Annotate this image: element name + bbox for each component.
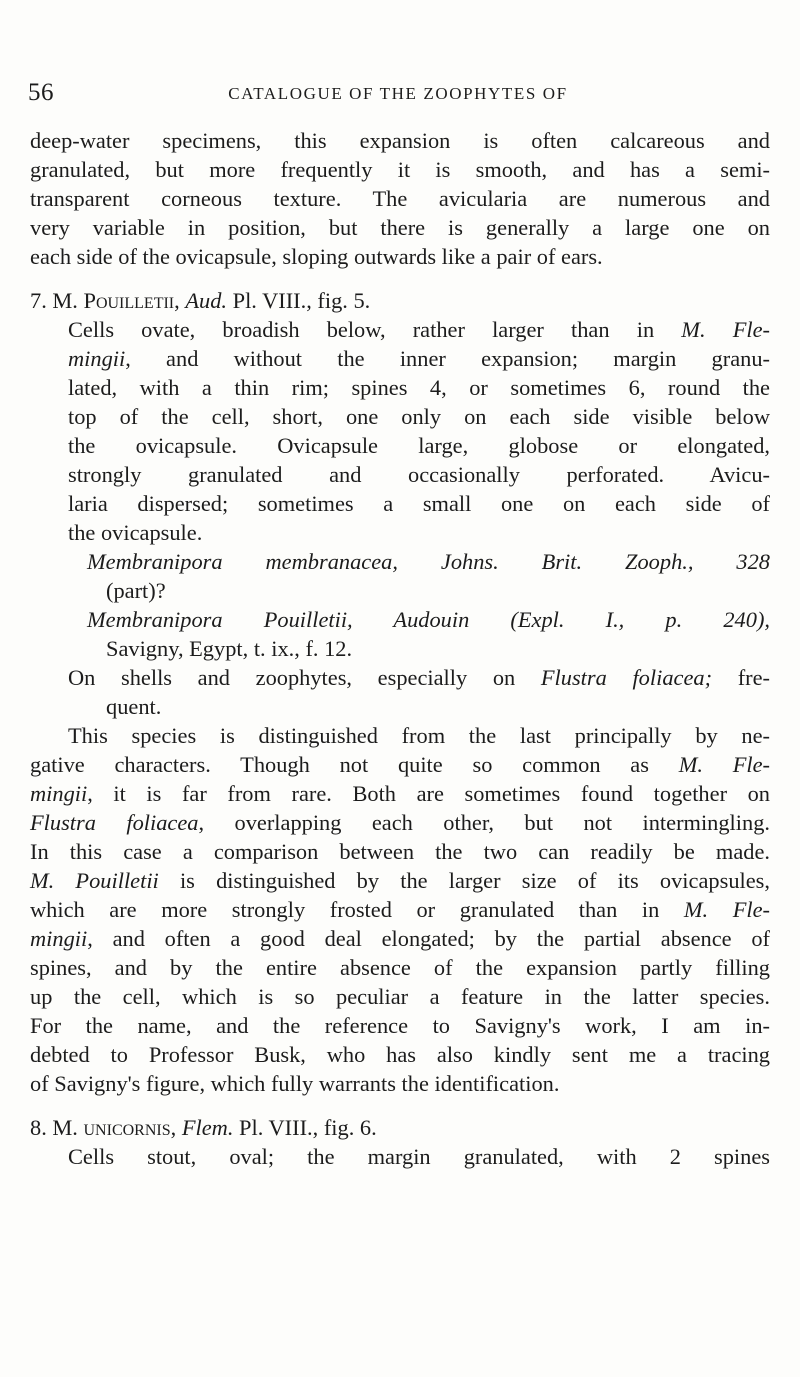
text-line: very variable in position, but there is generally a large one on	[30, 215, 770, 240]
text-line: lated, with a thin rim; spines 4, or sometimes 6, round the	[68, 375, 770, 400]
text-line: granulated, but more frequently it is smooth, and has a semi-	[30, 157, 770, 182]
text-line: For the name, and the reference to Savigny's work, I am in-	[30, 1013, 770, 1038]
synonym-line: Membranipora Pouilletii, Audouin (Expl. I., p. 240),	[87, 607, 770, 632]
synonym-line: Savigny, Egypt, t. ix., f. 12.	[106, 636, 353, 661]
page-number: 56	[28, 79, 54, 106]
text-line: In this case a comparison between the two can readily be made.	[30, 839, 770, 864]
text-line: M. Pouilletii is distinguished by the larger size of its ovicapsules,	[30, 868, 770, 893]
page-header	[28, 79, 768, 115]
text-line: mingii, it is far from rare. Both are sometimes found together on	[30, 781, 770, 806]
synonym-line: (part)?	[106, 578, 166, 603]
text-line: mingii, and often a good deal elongated; by the partial absence of	[30, 926, 770, 951]
text-line: This species is distinguished from the last principally by ne-	[68, 723, 770, 748]
text-line: debted to Professor Busk, who has also kindly sent me a tracing	[30, 1042, 770, 1067]
text-line: each side of the ovicapsule, sloping outwards like a pair of ears.	[30, 244, 603, 269]
text-line: Cells stout, oval; the margin granulated, with 2 spines	[68, 1144, 770, 1169]
text-line: strongly granulated and occasionally perforated. Avicu-	[68, 462, 770, 487]
text-line: Cells ovate, broadish below, rather larger than in M. Fle-	[68, 317, 770, 342]
text-line: laria dispersed; sometimes a small one on each side of	[68, 491, 770, 516]
text-line: top of the cell, short, one only on each side visible below	[68, 404, 770, 429]
species-heading: 8. M. unicornis, Flem. Pl. VIII., fig. 6.	[30, 1115, 377, 1140]
text-line: deep-water specimens, this expansion is often calcareous and	[30, 128, 770, 153]
text-line: of Savigny's figure, which fully warrants the identification.	[30, 1071, 560, 1096]
text-line: which are more strongly frosted or granulated than in M. Fle-	[30, 897, 771, 922]
text-line: the ovicapsule. Ovicapsule large, globose or elongated,	[68, 433, 770, 458]
habitat-line: On shells and zoophytes, especially on Flustra foliacea; fre-	[68, 665, 771, 690]
text-line: gative characters. Though not quite so common as M. Fle-	[30, 752, 770, 777]
text-line: spines, and by the entire absence of the expansion partly filling	[30, 955, 770, 980]
text-line: mingii, and without the inner expansion; margin granu-	[68, 346, 770, 371]
running-title: CATALOGUE OF THE ZOOPHYTES OF	[228, 84, 568, 103]
synonym-line: Membranipora membranacea, Johns. Brit. Zooph., 328	[87, 549, 770, 574]
species-heading: 7. M. Pouilletii, Aud. Pl. VIII., fig. 5.	[30, 288, 371, 313]
text-line: transparent corneous texture. The avicularia are numerous and	[30, 186, 770, 211]
text-line: up the cell, which is so peculiar a feature in the latter species.	[30, 984, 770, 1009]
text-line: the ovicapsule.	[68, 520, 203, 545]
page-body	[30, 126, 770, 1171]
text-line: Flustra foliacea, overlapping each other, but not intermingling.	[30, 810, 770, 835]
habitat-line: quent.	[106, 694, 162, 719]
